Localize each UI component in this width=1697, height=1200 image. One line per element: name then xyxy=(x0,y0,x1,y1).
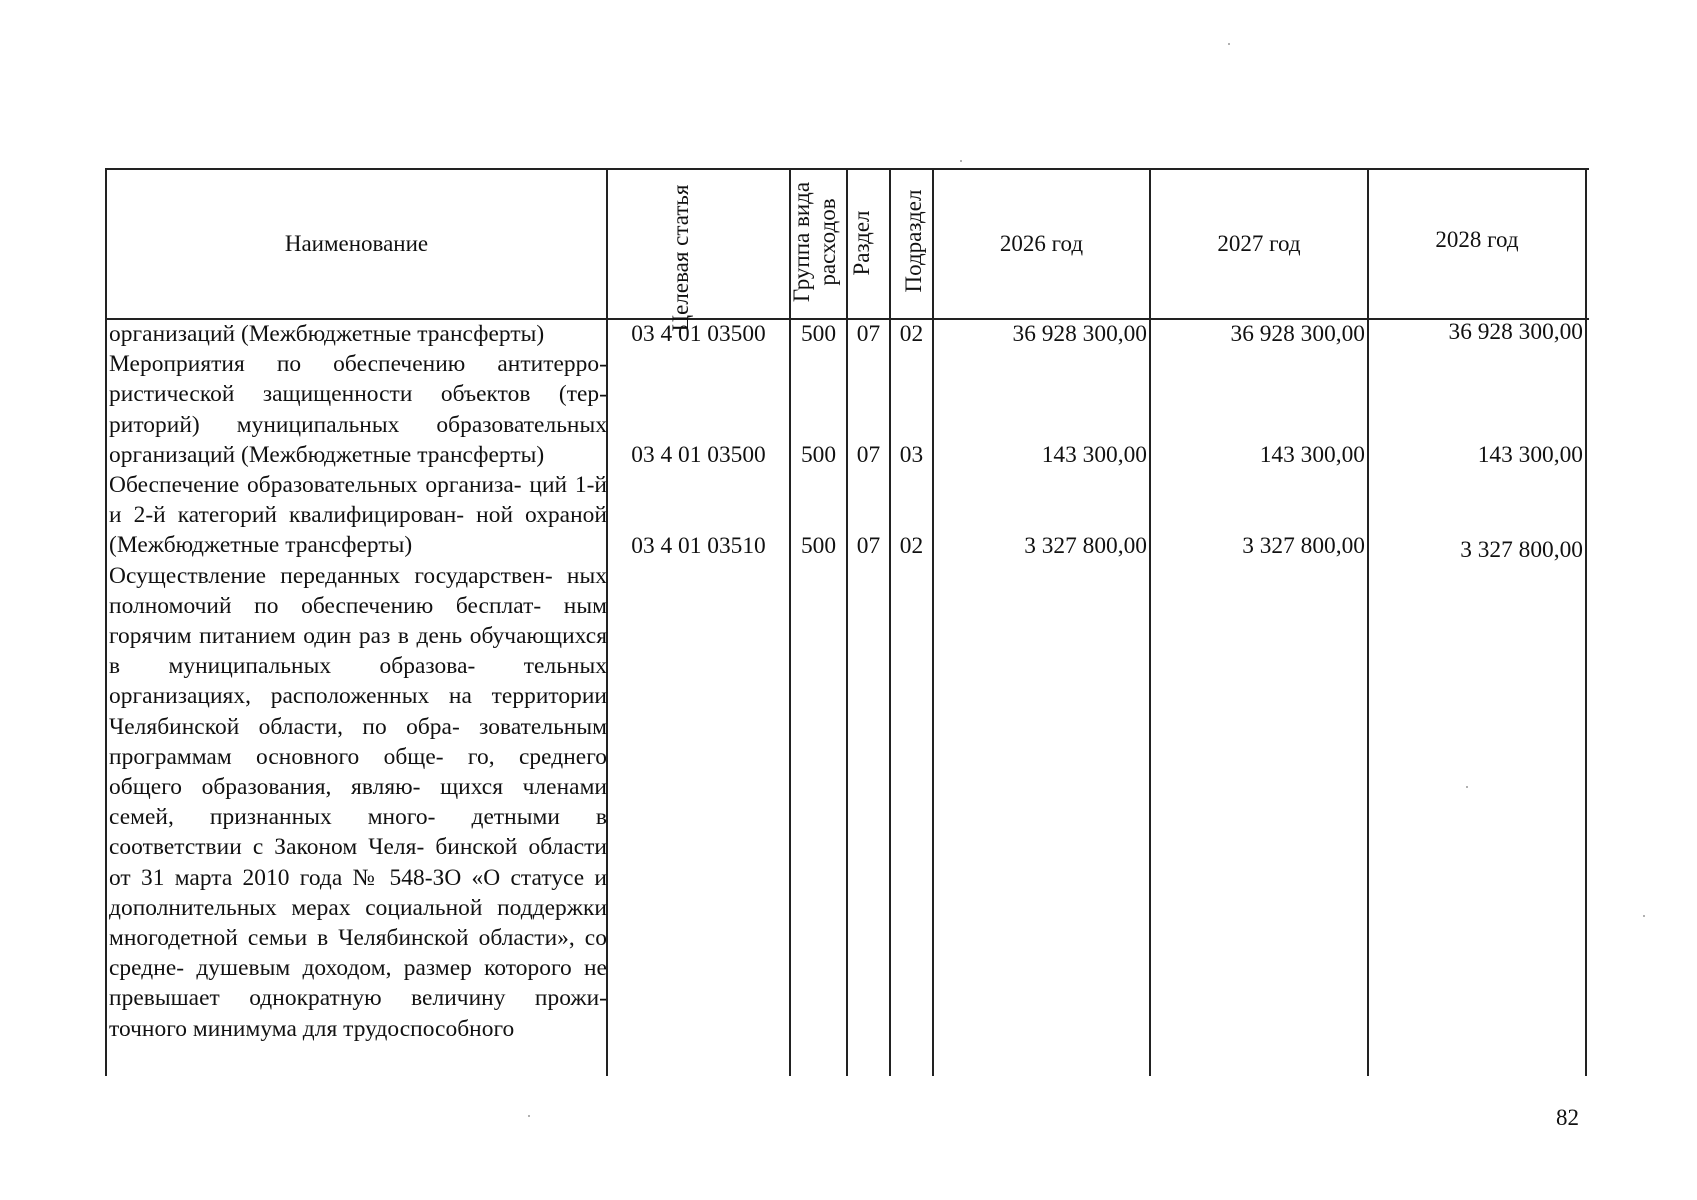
header-section-label: Раздел xyxy=(849,210,874,276)
row-4-name: Осуществление переданных государствен- ных полномочий по обеспечению бесплат- ным горячим питанием один раз в день обучающихся в муниципальных образова- тельных организациях, расположенных на территории Челябинской области, по обра- зовательным программам основного обще- го, среднего общего образования, являю- щихся членами семей, признанных много- детными в соответствии с Законом Челя- бинской области от 31 марта 2010 года № 548-ЗО «О статусе и дополнительных мерах социальной поддержки многодетной семьи в Челябинской области», со средне- душевым доходом, размер которого не превышает однократную величину прожи- точного минимума для трудоспособного xyxy=(109,562,607,1042)
header-name: Наименование xyxy=(284,231,429,256)
row-1-subsection: 02 xyxy=(899,321,924,347)
header-2027: 2027 год xyxy=(1217,231,1301,256)
header-target-article-label: Целевая статья xyxy=(668,184,693,332)
header-target-article xyxy=(667,184,727,332)
row-3-2027: 3 327 800,00 xyxy=(1242,533,1365,559)
row-1-2028: 36 928 300,00 xyxy=(1448,319,1583,345)
row-2-section: 07 xyxy=(856,442,881,468)
row-1-2026: 36 928 300,00 xyxy=(1012,321,1147,347)
row-3-2026: 3 327 800,00 xyxy=(1024,533,1147,559)
header-expense-group-label: Группа вида расходов xyxy=(789,181,840,303)
row-2-subsection: 03 xyxy=(899,442,924,468)
row-3-2028: 3 327 800,00 xyxy=(1460,537,1583,563)
row-1-section: 07 xyxy=(856,321,881,347)
header-2026: 2026 год xyxy=(999,231,1084,256)
header-section xyxy=(848,174,878,312)
row-3-name: Обеспечение образовательных организа- ций 1-й и 2-й категорий квалифицирован- ной охраной (Межбюджетные трансферты) xyxy=(109,472,607,559)
scan-speck xyxy=(528,1115,530,1117)
header-subsection xyxy=(900,169,930,313)
row-2-target: 03 4 01 03500 xyxy=(631,442,766,468)
name-column xyxy=(109,319,607,1044)
header-2028: 2028 год xyxy=(1435,227,1519,252)
row-2-2027: 143 300,00 xyxy=(1259,442,1365,468)
row-1-target: 03 4 01 03500 xyxy=(631,321,766,347)
row-1-name: организаций (Межбюджетные трансферты) xyxy=(109,321,545,347)
row-1-group: 500 xyxy=(800,321,837,347)
scan-speck xyxy=(960,160,962,162)
scan-speck xyxy=(1228,43,1230,45)
header-expense-group xyxy=(789,168,847,316)
table-right-border xyxy=(1585,168,1587,1076)
row-3-subsection: 02 xyxy=(899,533,924,559)
row-2-group: 500 xyxy=(800,442,837,468)
row-3-section: 07 xyxy=(856,533,881,559)
row-2-2028: 143 300,00 xyxy=(1477,442,1583,468)
row-3-group: 500 xyxy=(800,533,837,559)
scan-speck xyxy=(1643,915,1645,917)
scan-speck xyxy=(1466,786,1468,788)
row-1-2027: 36 928 300,00 xyxy=(1230,321,1365,347)
row-2-name: Мероприятия по обеспечению антитерро- ристической защищенности объектов (тер- риторий) муниципальных образовательных организаций (Межбюджетные трансферты) xyxy=(109,351,607,468)
col-divider-section xyxy=(889,168,891,1076)
page-number: 82 xyxy=(1556,1105,1579,1130)
row-2-2026: 143 300,00 xyxy=(1041,442,1147,468)
header-subsection-label: Подраздел xyxy=(901,189,926,293)
row-3-target: 03 4 01 03510 xyxy=(631,533,766,559)
